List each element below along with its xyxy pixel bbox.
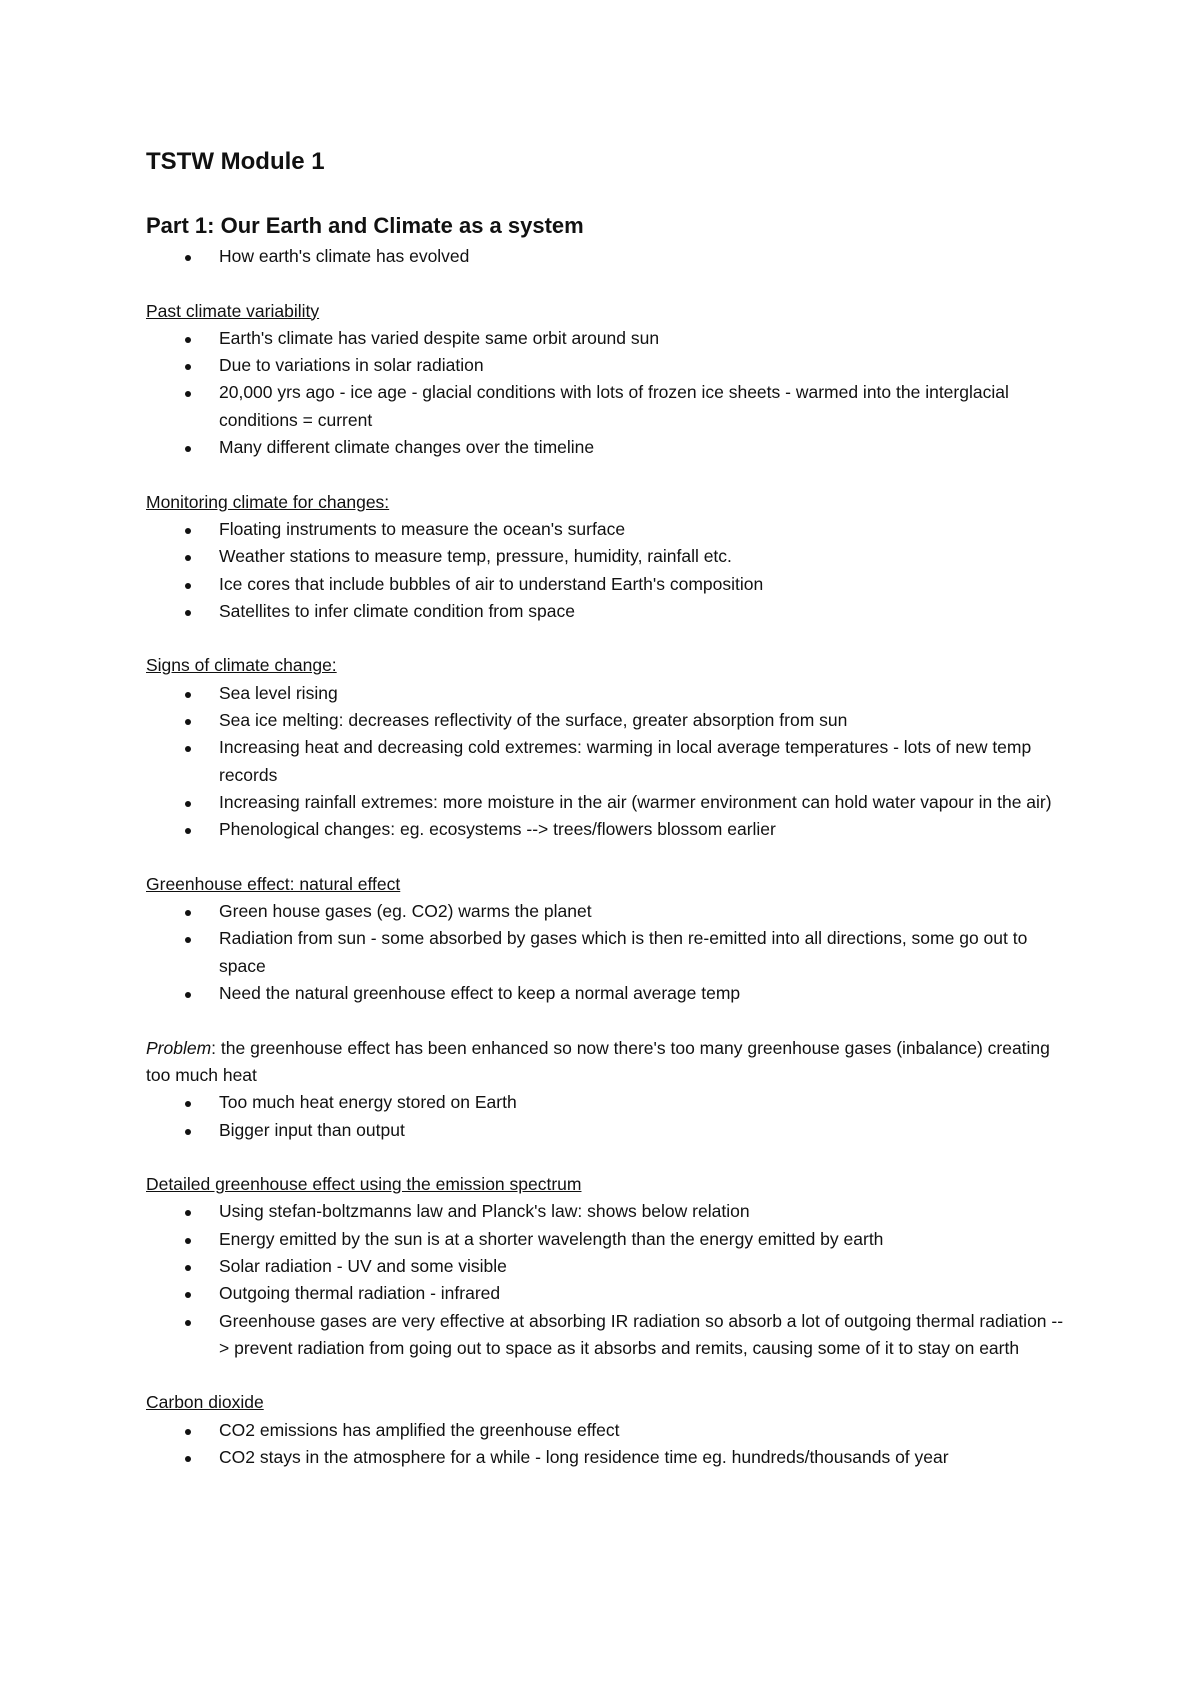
- list-item: [146, 434, 1066, 461]
- list-item: [146, 1417, 1066, 1444]
- bullet-icon: [185, 801, 191, 807]
- list-item: [146, 1280, 1066, 1307]
- bullet-icon: [185, 1101, 191, 1107]
- list-item: [146, 816, 1066, 843]
- section-bullet-list: [146, 680, 1066, 844]
- list-item: [146, 1226, 1066, 1253]
- list-item-text: Many different climate changes over the timeline: [219, 437, 595, 458]
- bullet-icon: [185, 255, 191, 261]
- list-item: [146, 571, 1066, 598]
- section-heading: Carbon dioxide: [146, 1392, 264, 1413]
- list-item: [146, 325, 1066, 352]
- bullet-icon: [185, 1429, 191, 1435]
- part-heading: Part 1: Our Earth and Climate as a system: [146, 213, 584, 238]
- list-item: [146, 980, 1066, 1007]
- list-item-text: Satellites to infer climate condition from space: [219, 600, 575, 621]
- problem-label: Problem: [146, 1037, 212, 1058]
- list-item-text: CO2 stays in the atmosphere for a while - long residence time eg. hundreds/thousands of year: [219, 1447, 949, 1468]
- list-item-text: Need the natural greenhouse effect to keep a normal average temp: [219, 983, 741, 1004]
- bullet-icon: [185, 337, 191, 343]
- section-bullet-list: [146, 1089, 1066, 1144]
- list-item: [146, 1198, 1066, 1225]
- list-item-text: 20,000 yrs ago - ice age - glacial conditions with lots of frozen ice sheets - warmed into the interglacial conditions = current: [219, 382, 1009, 430]
- list-item-text: How earth's climate has evolved: [219, 246, 470, 266]
- problem-paragraph: [146, 1035, 1066, 1090]
- section-bullet-list: [146, 516, 1066, 625]
- section-heading: Greenhouse effect: natural effect: [146, 873, 401, 894]
- list-item-text: Phenological changes: eg. ecosystems --> trees/flowers blossom earlier: [219, 819, 776, 840]
- section-bullet-list: [146, 1417, 1066, 1472]
- list-item-text: Floating instruments to measure the ocean's surface: [219, 518, 626, 539]
- bullet-icon: [185, 583, 191, 589]
- list-item-text: Increasing rainfall extremes: more moisture in the air (warmer environment can hold water vapour in the air): [219, 791, 1052, 812]
- list-item: [146, 1308, 1066, 1363]
- bullet-icon: [185, 937, 191, 943]
- bullet-icon: [185, 364, 191, 370]
- bullet-icon: [185, 1238, 191, 1244]
- list-item: [146, 598, 1066, 625]
- bullet-icon: [185, 992, 191, 998]
- list-item: [146, 379, 1066, 434]
- list-item-text: Using stefan-boltzmanns law and Planck's law: shows below relation: [219, 1201, 750, 1222]
- bullet-icon: [185, 692, 191, 698]
- bullet-icon: [185, 719, 191, 725]
- problem-text: : the greenhouse effect has been enhanced so now there's too many greenhouse gases (inbalance) creating too much heat: [146, 1037, 1050, 1085]
- bullet-icon: [185, 1456, 191, 1462]
- bullet-icon: [185, 1320, 191, 1326]
- list-item-text: Outgoing thermal radiation - infrared: [219, 1283, 501, 1304]
- list-item-text: Solar radiation - UV and some visible: [219, 1255, 507, 1276]
- bullet-icon: [185, 1129, 191, 1135]
- bullet-icon: [185, 1292, 191, 1298]
- bullet-icon: [185, 828, 191, 834]
- section-heading: Past climate variability: [146, 300, 320, 321]
- list-item: [146, 1253, 1066, 1280]
- bullet-icon: [185, 391, 191, 397]
- bullet-icon: [185, 1265, 191, 1271]
- section-bullet-list: [146, 325, 1066, 461]
- list-item: [146, 734, 1066, 789]
- section-heading: Detailed greenhouse effect using the emission spectrum: [146, 1174, 582, 1195]
- list-item: [146, 898, 1066, 925]
- list-item-text: Too much heat energy stored on Earth: [219, 1092, 517, 1113]
- list-item: [146, 352, 1066, 379]
- list-item-text: Weather stations to measure temp, pressure, humidity, rainfall etc.: [219, 546, 732, 567]
- list-item-text: Radiation from sun - some absorbed by gases which is then re-emitted into all directions, some go out to space: [219, 928, 1028, 976]
- document-page: [146, 145, 1066, 1471]
- list-item-text: Green house gases (eg. CO2) warms the planet: [219, 901, 592, 922]
- bullet-icon: [185, 610, 191, 616]
- document-title: TSTW Module 1: [146, 148, 325, 175]
- list-item: [146, 516, 1066, 543]
- section-heading: Monitoring climate for changes:: [146, 491, 390, 512]
- bullet-icon: [185, 1210, 191, 1216]
- list-item-text: Sea ice melting: decreases reflectivity of the surface, greater absorption from sun: [219, 710, 848, 731]
- list-item: [146, 680, 1066, 707]
- bullet-icon: [185, 555, 191, 561]
- list-item: [146, 925, 1066, 980]
- section-bullet-list: [146, 898, 1066, 1007]
- list-item-text: CO2 emissions has amplified the greenhouse effect: [219, 1419, 620, 1440]
- list-item-text: Greenhouse gases are very effective at absorbing IR radiation so absorb a lot of outgoing thermal radiation --> prevent radiation from going out to space as it absorbs and remits, causing some of it to stay on earth: [219, 1310, 1064, 1358]
- bullet-icon: [185, 446, 191, 452]
- part-bullet-list: [146, 243, 1066, 270]
- list-item-text: Energy emitted by the sun is at a shorter wavelength than the energy emitted by earth: [219, 1228, 884, 1249]
- bullet-icon: [185, 746, 191, 752]
- bullet-icon: [185, 528, 191, 534]
- list-item: [146, 1117, 1066, 1144]
- list-item: [146, 243, 1066, 270]
- list-item-text: Increasing heat and decreasing cold extremes: warming in local average temperatures - lots of new temp records: [219, 737, 1032, 785]
- list-item-text: Earth's climate has varied despite same orbit around sun: [219, 327, 660, 348]
- list-item-text: Sea level rising: [219, 682, 338, 703]
- list-item: [146, 1089, 1066, 1116]
- list-item: [146, 707, 1066, 734]
- list-item: [146, 1444, 1066, 1471]
- list-item-text: Due to variations in solar radiation: [219, 355, 484, 376]
- section-heading: Signs of climate change:: [146, 655, 337, 676]
- section-bullet-list: [146, 1198, 1066, 1362]
- list-item-text: Bigger input than output: [219, 1119, 405, 1140]
- bullet-icon: [185, 910, 191, 916]
- list-item-text: Ice cores that include bubbles of air to understand Earth's composition: [219, 573, 764, 594]
- list-item: [146, 543, 1066, 570]
- list-item: [146, 789, 1066, 816]
